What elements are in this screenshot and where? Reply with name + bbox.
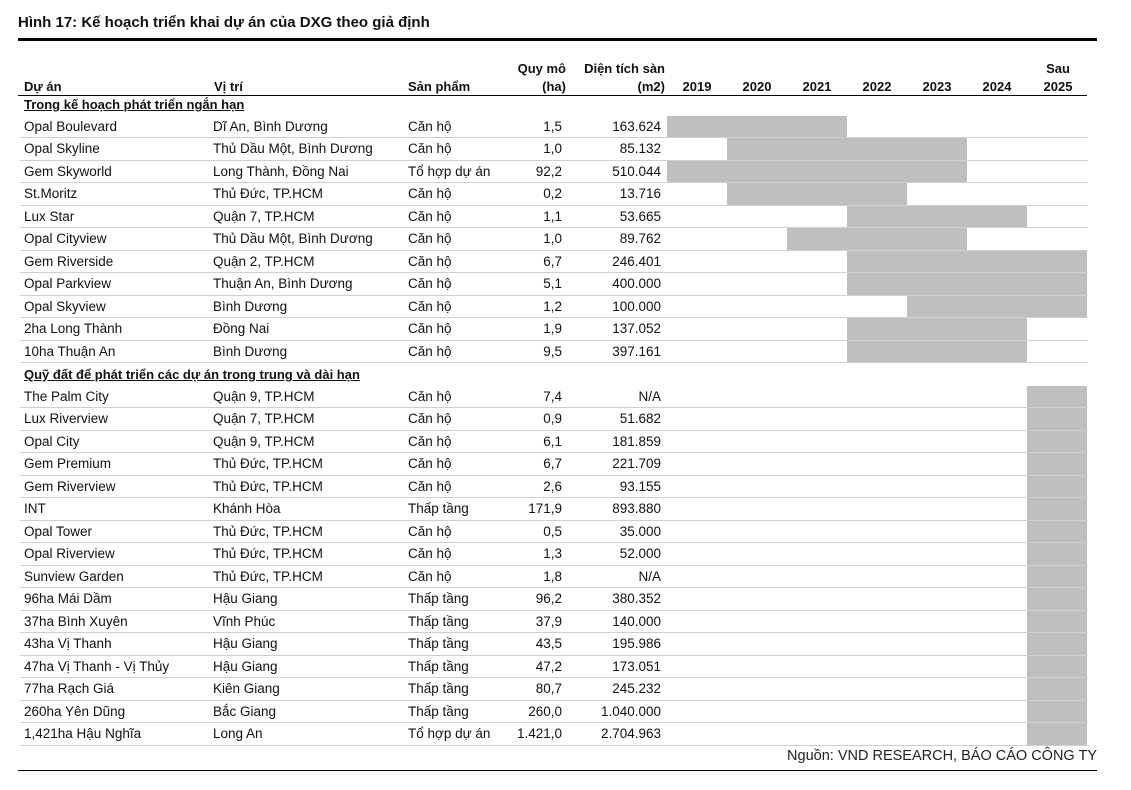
- project-name: Opal Skyview: [24, 298, 106, 314]
- project-area: 85.132: [619, 141, 661, 156]
- project-product: Căn hộ: [408, 456, 452, 471]
- project-location: Thủ Đức, TP.HCM: [213, 523, 323, 539]
- header-year: 2019: [682, 79, 712, 94]
- table-row: [20, 701, 1088, 724]
- project-area: 53.665: [619, 208, 661, 224]
- timeline-bar: [847, 273, 1087, 295]
- header-product: Sản phẩm: [408, 79, 471, 94]
- timeline-bar: [1027, 611, 1087, 633]
- timeline-bar: [847, 341, 1027, 363]
- project-area: 52.000: [619, 546, 661, 561]
- project-name: 37ha Bình Xuyên: [24, 613, 128, 629]
- project-area: 510.044: [612, 163, 661, 179]
- project-product: Căn hộ: [408, 388, 452, 404]
- table-row: [20, 273, 1088, 296]
- table-row: [20, 521, 1088, 544]
- project-product: Thấp tầng: [408, 636, 469, 651]
- project-area: 13.716: [619, 186, 661, 201]
- project-scale: 1,1: [543, 208, 562, 224]
- table-row: [20, 543, 1088, 566]
- project-scale: 80,7: [535, 681, 562, 696]
- project-area: N/A: [638, 568, 661, 584]
- project-location: Thủ Đức, TP.HCM: [213, 568, 323, 584]
- project-product: Căn hộ: [408, 231, 452, 246]
- project-name: Gem Riverside: [24, 253, 114, 269]
- header-scale-line2: (ha): [542, 79, 566, 94]
- project-area: 246.401: [612, 253, 661, 269]
- table-row: [20, 633, 1088, 656]
- timeline-bar: [907, 296, 1087, 318]
- project-product: Căn hộ: [408, 568, 452, 584]
- table-row: [20, 408, 1088, 431]
- project-scale: 6,7: [543, 456, 562, 471]
- project-name: Opal Boulevard: [24, 118, 118, 134]
- table-row: [20, 498, 1088, 521]
- project-name: 1,421ha Hậu Nghĩa: [24, 726, 142, 741]
- project-name: 47ha Vị Thanh - Vị Thủy: [24, 658, 170, 674]
- project-name: Opal City: [24, 433, 80, 449]
- project-location: Quận 2, TP.HCM: [213, 253, 315, 269]
- project-scale: 1,5: [543, 118, 562, 134]
- table-row: [20, 611, 1088, 634]
- timeline-bar: [1027, 543, 1087, 565]
- header-area-line2: (m2): [637, 79, 665, 94]
- project-scale: 7,4: [543, 388, 562, 404]
- project-area: 137.052: [612, 321, 661, 336]
- project-name: St.Moritz: [24, 186, 78, 201]
- project-area: 221.709: [612, 456, 661, 471]
- timeline-bar: [1027, 431, 1087, 453]
- project-area: 893.880: [612, 501, 661, 516]
- table-row: [20, 341, 1088, 364]
- project-name: INT: [24, 501, 46, 516]
- project-product: Thấp tầng: [408, 681, 469, 696]
- project-scale: 43,5: [535, 636, 562, 651]
- timeline-bar: [1027, 633, 1087, 655]
- header-area-line1: Diện tích sàn: [584, 61, 665, 76]
- project-location: Thủ Đức, TP.HCM: [213, 456, 323, 471]
- project-name: Gem Premium: [24, 456, 112, 471]
- project-product: Căn hộ: [408, 141, 452, 156]
- project-product: Căn hộ: [408, 298, 452, 314]
- project-name: 96ha Mái Dầm: [24, 591, 112, 606]
- project-area: 380.352: [612, 591, 661, 606]
- project-location: Bình Dương: [213, 343, 288, 359]
- timeline-bar: [1027, 476, 1087, 498]
- timeline-bar: [667, 161, 967, 183]
- project-scale: 92,2: [535, 163, 562, 179]
- timeline-bar: [1027, 453, 1087, 475]
- project-location: Khánh Hòa: [213, 501, 281, 516]
- project-location: Kiên Giang: [213, 681, 280, 696]
- project-scale: 0,2: [543, 186, 562, 201]
- table-row: [20, 723, 1088, 746]
- project-location: Thủ Đức, TP.HCM: [213, 546, 323, 561]
- project-scale: 37,9: [535, 613, 562, 629]
- project-product: Thấp tầng: [408, 658, 469, 674]
- project-area: N/A: [638, 388, 661, 404]
- project-location: Dĩ An, Bình Dương: [213, 118, 328, 134]
- table-row: [20, 476, 1088, 499]
- project-area: 35.000: [619, 523, 661, 539]
- table-row: [20, 678, 1088, 701]
- project-scale: 0,9: [543, 411, 562, 426]
- project-name: Lux Star: [24, 208, 75, 224]
- timeline-bar: [847, 206, 1027, 228]
- timeline-bar: [727, 138, 967, 160]
- project-name: 77ha Rạch Giá: [24, 681, 115, 696]
- project-location: Long Thành, Đồng Nai: [213, 163, 349, 179]
- table-row: [20, 206, 1088, 229]
- project-location: Long An: [213, 726, 263, 741]
- timeline-bar: [1027, 498, 1087, 520]
- project-product: Căn hộ: [408, 478, 452, 494]
- header-after-line1: Sau: [1046, 61, 1070, 76]
- header-year: 2020: [742, 79, 772, 94]
- timeline-bar: [1027, 386, 1087, 408]
- table-row: [20, 138, 1088, 161]
- project-scale: 1,2: [543, 298, 562, 314]
- project-name: Gem Riverview: [24, 478, 116, 494]
- project-product: Thấp tầng: [408, 703, 469, 719]
- project-location: Quận 7, TP.HCM: [213, 411, 315, 426]
- project-product: Căn hộ: [408, 253, 452, 269]
- project-location: Bắc Giang: [213, 703, 277, 719]
- project-scale: 0,5: [543, 523, 562, 539]
- project-product: Căn hộ: [408, 186, 452, 201]
- section-heading: Trong kế hoạch phát triển ngắn hạn: [24, 97, 245, 112]
- table-row: [20, 183, 1088, 206]
- project-area: 100.000: [612, 298, 661, 314]
- project-product: Tổ hợp dự án: [408, 163, 491, 179]
- table-row: [20, 161, 1088, 184]
- table-row: [20, 318, 1088, 341]
- source-note: Nguồn: VND RESEARCH, BÁO CÁO CÔNG TY: [787, 748, 1097, 764]
- timeline-bar: [847, 318, 1027, 340]
- table-row: [20, 251, 1088, 274]
- figure-title: Hình 17: Kế hoạch triển khai dự án của DXG theo giả định: [18, 14, 430, 31]
- project-product: Thấp tầng: [408, 501, 469, 516]
- header-scale-line1: Quy mô: [517, 61, 566, 76]
- project-area: 93.155: [619, 478, 661, 494]
- project-scale: 1.421,0: [516, 726, 562, 741]
- project-scale: 6,7: [543, 253, 562, 269]
- project-scale: 47,2: [535, 658, 562, 674]
- header-year: 2024: [982, 79, 1012, 94]
- table-row: [20, 386, 1088, 409]
- project-product: Căn hộ: [408, 208, 452, 224]
- project-product: Căn hộ: [408, 411, 452, 426]
- table-row: [20, 228, 1088, 251]
- project-location: Quận 9, TP.HCM: [213, 388, 315, 404]
- project-name: 10ha Thuận An: [24, 343, 116, 359]
- project-product: Căn hộ: [408, 321, 452, 336]
- header-project: Dự án: [24, 79, 62, 94]
- table-row: [20, 453, 1088, 476]
- project-product: Tổ hợp dự án: [408, 726, 491, 741]
- project-area: 400.000: [612, 276, 661, 291]
- project-name: 260ha Yên Dũng: [24, 703, 126, 719]
- timeline-bar: [1027, 678, 1087, 700]
- project-product: Thấp tầng: [408, 613, 469, 629]
- table-row: [20, 656, 1088, 679]
- table-row: [20, 296, 1088, 319]
- timeline-bar: [1027, 521, 1087, 543]
- project-location: Bình Dương: [213, 298, 288, 314]
- header-year: 2023: [922, 79, 952, 94]
- project-area: 245.232: [612, 681, 661, 696]
- project-name: Opal Riverview: [24, 546, 115, 561]
- project-location: Hậu Giang: [213, 658, 278, 674]
- project-area: 163.624: [612, 118, 661, 134]
- project-scale: 5,1: [543, 276, 562, 291]
- project-scale: 2,6: [543, 478, 562, 494]
- timeline-bar: [787, 228, 967, 250]
- project-area: 195.986: [612, 636, 661, 651]
- table-row: [20, 116, 1088, 139]
- project-name: The Palm City: [24, 388, 109, 404]
- project-product: Căn hộ: [408, 276, 452, 291]
- project-area: 1.040.000: [600, 703, 661, 719]
- project-name: Opal Cityview: [24, 231, 107, 246]
- project-location: Thủ Đức, TP.HCM: [213, 186, 323, 201]
- project-name: 43ha Vị Thanh: [24, 636, 112, 651]
- project-area: 89.762: [619, 231, 661, 246]
- project-area: 140.000: [612, 613, 661, 629]
- project-product: Căn hộ: [408, 546, 452, 561]
- project-location: Thủ Đức, TP.HCM: [213, 478, 323, 494]
- project-name: 2ha Long Thành: [24, 321, 123, 336]
- project-scale: 96,2: [535, 591, 562, 606]
- project-name: Lux Riverview: [24, 411, 109, 426]
- project-location: Đồng Nai: [213, 321, 270, 336]
- project-name: Opal Tower: [24, 523, 93, 539]
- project-location: Hậu Giang: [213, 636, 278, 651]
- table-row: [20, 566, 1088, 589]
- timeline-bar: [1027, 588, 1087, 610]
- timeline-bar: [1027, 566, 1087, 588]
- project-scale: 1,9: [543, 321, 562, 336]
- header-location: Vị trí: [214, 79, 243, 94]
- timeline-bar: [1027, 408, 1087, 430]
- table-row: [20, 588, 1088, 611]
- project-area: 2.704.963: [600, 726, 661, 741]
- project-area: 181.859: [612, 433, 661, 449]
- project-location: Quận 9, TP.HCM: [213, 433, 315, 449]
- project-product: Căn hộ: [408, 433, 452, 449]
- timeline-bar: [727, 183, 907, 205]
- project-area: 51.682: [619, 411, 661, 426]
- project-name: Opal Parkview: [24, 276, 112, 291]
- title-rule: [18, 38, 1097, 41]
- project-scale: 171,9: [528, 501, 562, 516]
- header-rule: [18, 95, 1087, 96]
- timeline-bar: [1027, 701, 1087, 723]
- header-after-line2: 2025: [1043, 79, 1073, 94]
- project-scale: 1,0: [543, 141, 562, 156]
- section-heading: Quỹ đất để phát triển các dự án trong trung và dài hạn: [24, 367, 360, 382]
- timeline-bar: [1027, 656, 1087, 678]
- timeline-bar: [667, 116, 847, 138]
- project-scale: 9,5: [543, 343, 562, 359]
- project-scale: 260,0: [528, 703, 562, 719]
- header-year: 2022: [862, 79, 892, 94]
- project-name: Gem Skyworld: [24, 163, 112, 179]
- project-location: Quận 7, TP.HCM: [213, 208, 315, 224]
- project-product: Căn hộ: [408, 118, 452, 134]
- header-year: 2021: [802, 79, 832, 94]
- project-scale: 6,1: [543, 433, 562, 449]
- project-product: Thấp tầng: [408, 591, 469, 606]
- project-product: Căn hộ: [408, 523, 452, 539]
- project-location: Thủ Dầu Một, Bình Dương: [213, 141, 373, 156]
- project-location: Thủ Dầu Một, Bình Dương: [213, 231, 373, 246]
- project-area: 397.161: [612, 343, 661, 359]
- footer-rule: [18, 770, 1097, 771]
- project-scale: 1,3: [543, 546, 562, 561]
- timeline-bar: [1027, 723, 1087, 745]
- table-row: [20, 431, 1088, 454]
- timeline-bar: [847, 251, 1087, 273]
- project-product: Căn hộ: [408, 343, 452, 359]
- project-location: Vĩnh Phúc: [213, 613, 276, 629]
- project-name: Sunview Garden: [24, 568, 124, 584]
- project-location: Thuận An, Bình Dương: [213, 276, 353, 291]
- project-area: 173.051: [612, 658, 661, 674]
- project-scale: 1,8: [543, 568, 562, 584]
- project-location: Hậu Giang: [213, 591, 278, 606]
- project-name: Opal Skyline: [24, 141, 100, 156]
- project-scale: 1,0: [543, 231, 562, 246]
